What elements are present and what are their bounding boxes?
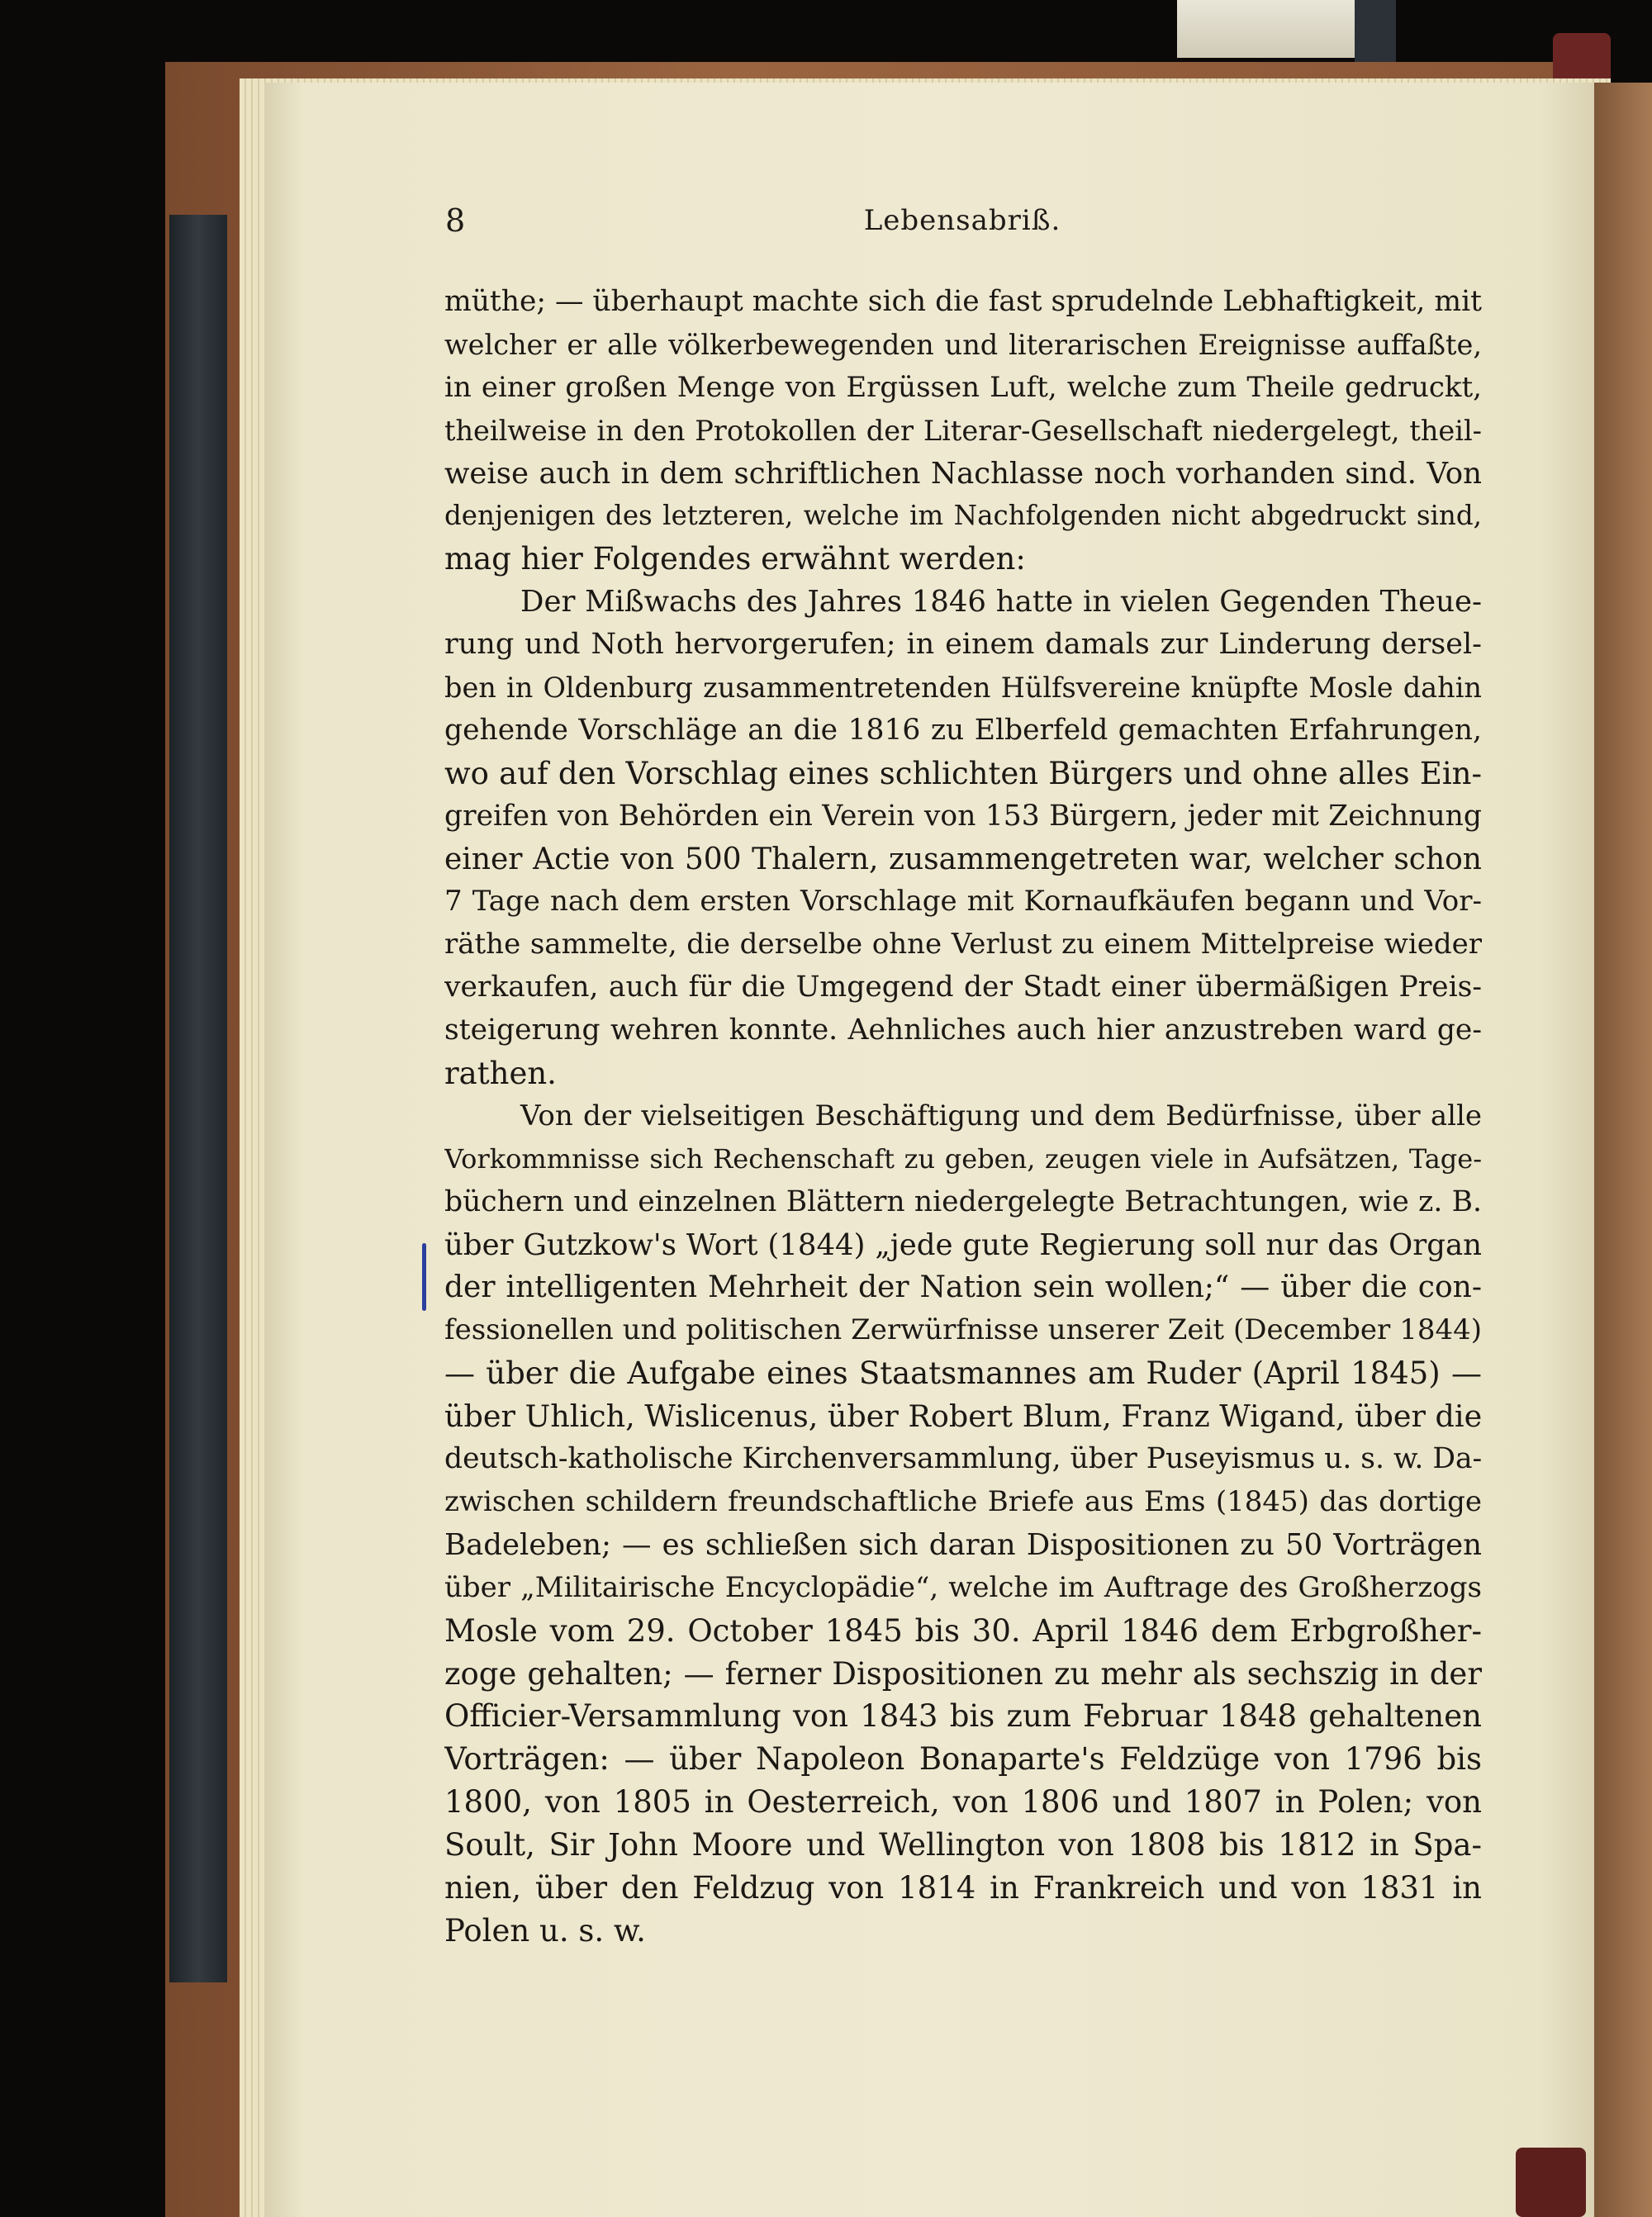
text-line: rathen. <box>444 1056 557 1092</box>
text-line: 7 Tage nach dem ersten Vorschlage mit Kornaufkäufen begann und Vor- <box>444 885 1482 919</box>
text-line: greifen von Behörden ein Verein von 153 Bürgern, jeder mit Zeichnung <box>444 799 1482 833</box>
text-line: in einer großen Menge von Ergüssen Luft, welche zum Theile gedruckt, <box>444 370 1482 404</box>
text-line: Polen u. s. w. <box>444 1912 646 1949</box>
body-text <box>444 281 1482 1953</box>
text-line: 1800, von 1805 in Oesterreich, von 1806 und 1807 in Polen; von <box>444 1784 1482 1821</box>
text-line: denjenigen des letzteren, welche im Nachfolgenden nicht abgedruckt sind, <box>444 500 1482 532</box>
text-line: Vorkommnisse sich Rechenschaft zu geben, zeugen viele in Aufsätzen, Tage- <box>444 1142 1482 1175</box>
text-line: steigerung wehren konnte. Aehnliches auch hier anzustreben ward ge- <box>444 1014 1482 1047</box>
text-line: fessionellen und politischen Zerwürfnisse unserer Zeit (December 1844) <box>444 1313 1482 1347</box>
text-line: zwischen schildern freundschaftliche Briefe aus Ems (1845) das dortige <box>444 1484 1482 1518</box>
text-line: der intelligenten Mehrheit der Nation sein wollen;“ — über die con- <box>444 1270 1482 1305</box>
text-line: theilweise in den Protokollen der Literar-Gesellschaft niedergelegt, theil- <box>444 414 1482 447</box>
page-header <box>442 202 1483 252</box>
text-line: wo auf den Vorschlag eines schlichten Bürgers und ohne alles Ein- <box>444 755 1482 791</box>
text-line: welcher er alle völkerbewegenden und literarischen Ereignisse auffaßte, <box>444 328 1482 361</box>
text-line: über Gutzkow's Wort (1844) „jede gute Regierung soll nur das Organ <box>444 1227 1482 1262</box>
text-line: Der Mißwachs des Jahres 1846 hatte in vielen Gegenden Theue- <box>520 585 1482 620</box>
text-line: einer Actie von 500 Thalern, zusammengetreten war, welcher schon <box>444 842 1482 876</box>
text-line: Von der vielseitigen Beschäftigung und dem Bedürfnisse, über alle <box>520 1099 1482 1132</box>
text-line: räthe sammelte, die derselbe ohne Verlust zu einem Mittelpreise wieder <box>444 928 1482 961</box>
page-tab-dark <box>1355 0 1396 62</box>
text-line: rung und Noth hervorgerufen; in einem damals zur Linderung dersel- <box>444 628 1482 662</box>
text-line: über „Militairische Encyclopädie“, welche im Auftrage des Großherzogs <box>444 1570 1482 1604</box>
text-line: verkaufen, auch für die Umgegend der Stadt einer übermäßigen Preis- <box>444 971 1482 1004</box>
text-line: gehende Vorschläge an die 1816 zu Elberfeld gemachten Erfahrungen, <box>444 713 1482 747</box>
page-tab <box>1177 0 1375 58</box>
text-line: Mosle vom 29. October 1845 bis 30. April 1846 dem Erbgroßher- <box>444 1612 1482 1649</box>
text-line: über Uhlich, Wislicenus, über Robert Blum, Franz Wigand, über die <box>444 1398 1482 1435</box>
text-line: nien, über den Feldzug von 1814 in Frankreich und von 1831 in <box>444 1869 1482 1906</box>
running-head: Lebensabriß. <box>863 204 1061 237</box>
margin-pencil-mark <box>422 1243 426 1311</box>
text-line: weise auch in dem schriftlichen Nachlasse noch vorhanden sind. Von <box>444 456 1482 491</box>
page-number: 8 <box>445 202 466 239</box>
text-line: ben in Oldenburg zusammentretenden Hülfsvereine knüpfte Mosle dahin <box>444 672 1482 705</box>
text-line: büchern und einzelnen Blättern niedergelegte Betrachtungen, wie z. B. <box>444 1184 1482 1218</box>
cover-spine-strip <box>169 215 227 1982</box>
text-line: Officier-Versammlung von 1843 bis zum Februar 1848 gehaltenen <box>444 1698 1482 1735</box>
text-line: Vorträgen: — über Napoleon Bonaparte's Feldzüge von 1796 bis <box>444 1741 1482 1778</box>
text-line: zoge gehalten; — ferner Dispositionen zu mehr als sechszig in der <box>444 1655 1482 1692</box>
text-line: Soult, Sir John Moore und Wellington von 1808 bis 1812 in Spa- <box>444 1827 1482 1863</box>
text-line: deutsch-katholische Kirchenversammlung, über Puseyismus u. s. w. Da- <box>444 1442 1482 1476</box>
text-line: Badeleben; — es schließen sich daran Dispositionen zu 50 Vorträgen <box>444 1527 1482 1562</box>
text-line: — über die Aufgabe eines Staatsmannes am Ruder (April 1845) — <box>444 1355 1482 1392</box>
text-line: müthe; — überhaupt machte sich die fast sprudelnde Lebhaftigkeit, mit <box>444 285 1482 318</box>
cover-right-edge <box>1594 83 1652 2217</box>
text-line: mag hier Folgendes erwähnt werden: <box>444 541 1026 577</box>
ribbon-marker-bottom <box>1516 2148 1586 2217</box>
